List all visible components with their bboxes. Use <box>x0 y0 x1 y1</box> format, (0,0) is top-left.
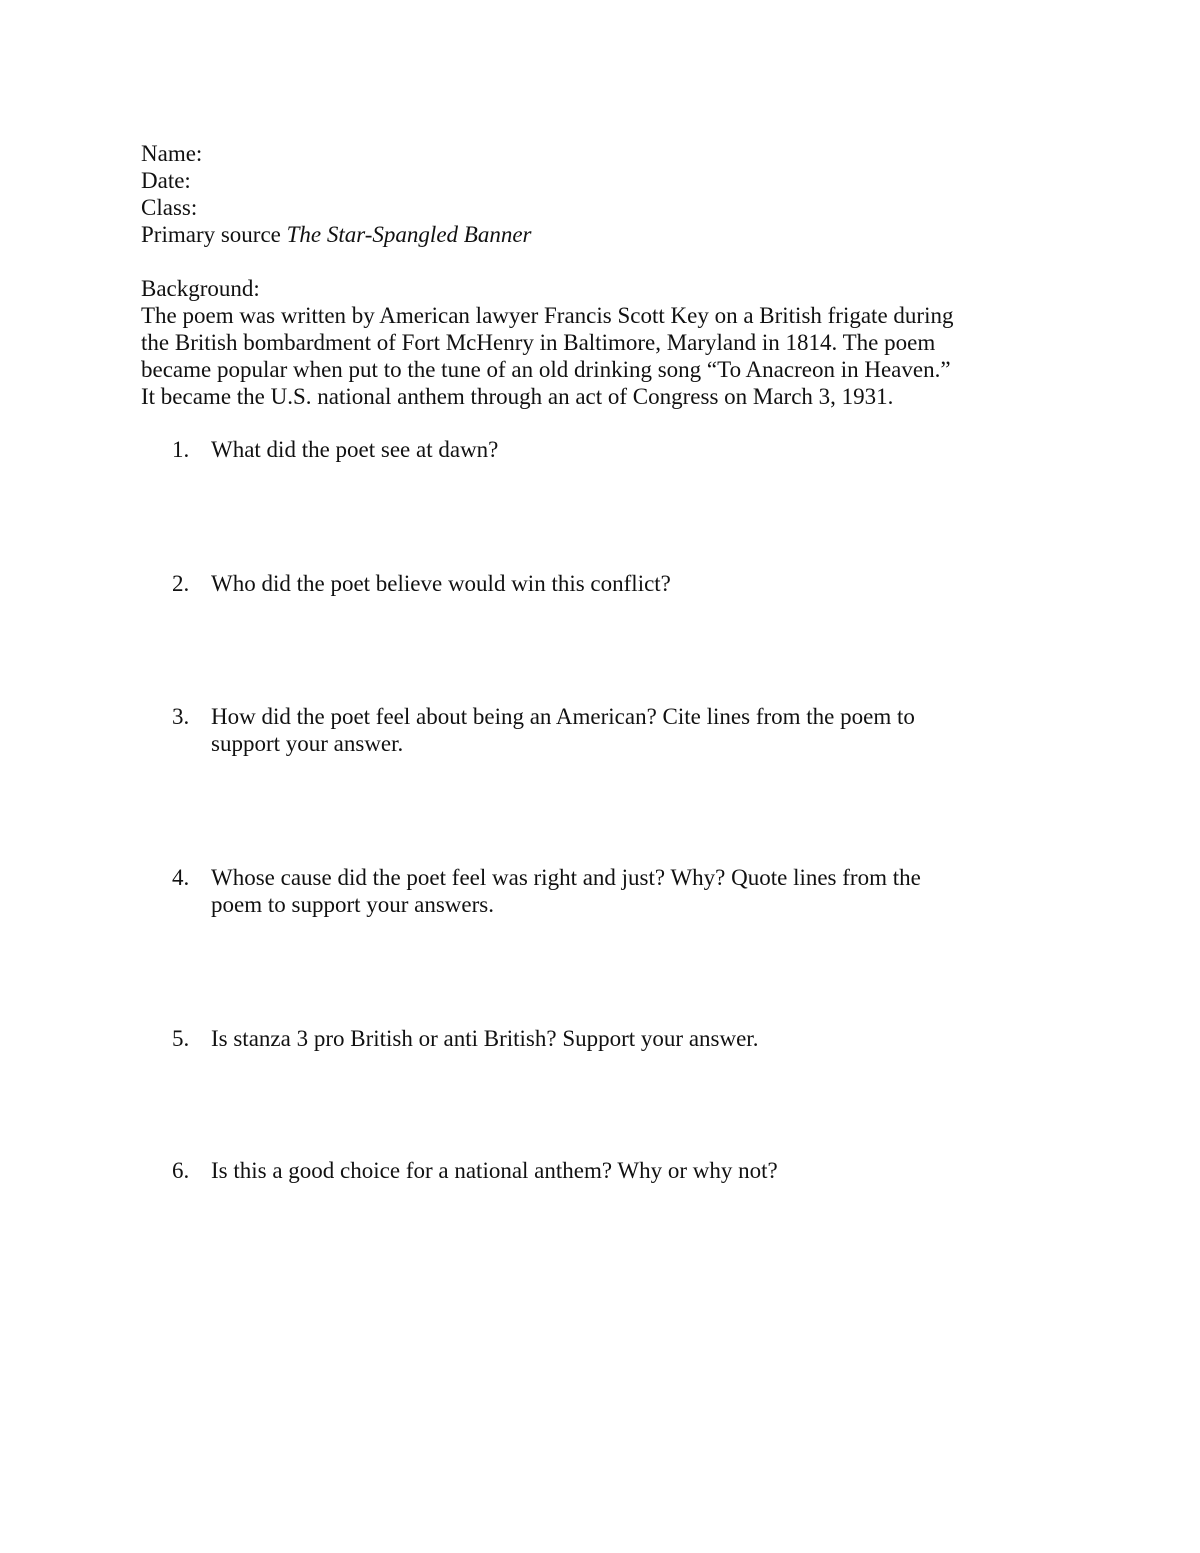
question-line: Is stanza 3 pro British or anti British? Support your answer. <box>211 1026 759 1051</box>
name-label: Name: <box>141 141 203 166</box>
question-text <box>211 1025 1041 1052</box>
question-text <box>211 864 1041 918</box>
background-line: It became the U.S. national anthem through an act of Congress on March 3, 1931. <box>141 384 894 409</box>
background-line: became popular when put to the tune of an old drinking song “To Anacreon in Heaven.” <box>141 357 951 382</box>
question-number: 6. <box>172 1158 190 1183</box>
worksheet-header <box>141 140 1061 248</box>
question-line: poem to support your answers. <box>211 892 494 917</box>
primary-source-line <box>141 221 1061 248</box>
question-text <box>211 703 1041 757</box>
background-line: the British bombardment of Fort McHenry in Baltimore, Maryland in 1814. The poem <box>141 330 936 355</box>
question-line: Whose cause did the poet feel was right and just? Why? Quote lines from the <box>211 865 921 890</box>
question-text <box>211 1157 1041 1184</box>
question-number: 4. <box>172 865 190 890</box>
class-label: Class: <box>141 195 198 220</box>
question-number: 2. <box>172 571 190 596</box>
question-line: How did the poet feel about being an American? Cite lines from the poem to <box>211 704 915 729</box>
question-line: What did the poet see at dawn? <box>211 437 499 462</box>
date-label: Date: <box>141 168 191 193</box>
question-line: Is this a good choice for a national anthem? Why or why not? <box>211 1158 778 1183</box>
background-paragraph <box>141 302 1066 410</box>
background-heading: Background: <box>141 276 260 301</box>
primary-source-title: The Star-Spangled Banner <box>286 222 532 247</box>
primary-source-prefix: Primary source <box>141 222 287 247</box>
question-number: 5. <box>172 1026 190 1051</box>
background-line: The poem was written by American lawyer Francis Scott Key on a British frigate during <box>141 303 954 328</box>
question-text <box>211 570 1041 597</box>
question-line: support your answer. <box>211 731 404 756</box>
question-text <box>211 436 1041 463</box>
question-number: 3. <box>172 704 190 729</box>
question-number: 1. <box>172 437 190 462</box>
question-line: Who did the poet believe would win this conflict? <box>211 571 671 596</box>
